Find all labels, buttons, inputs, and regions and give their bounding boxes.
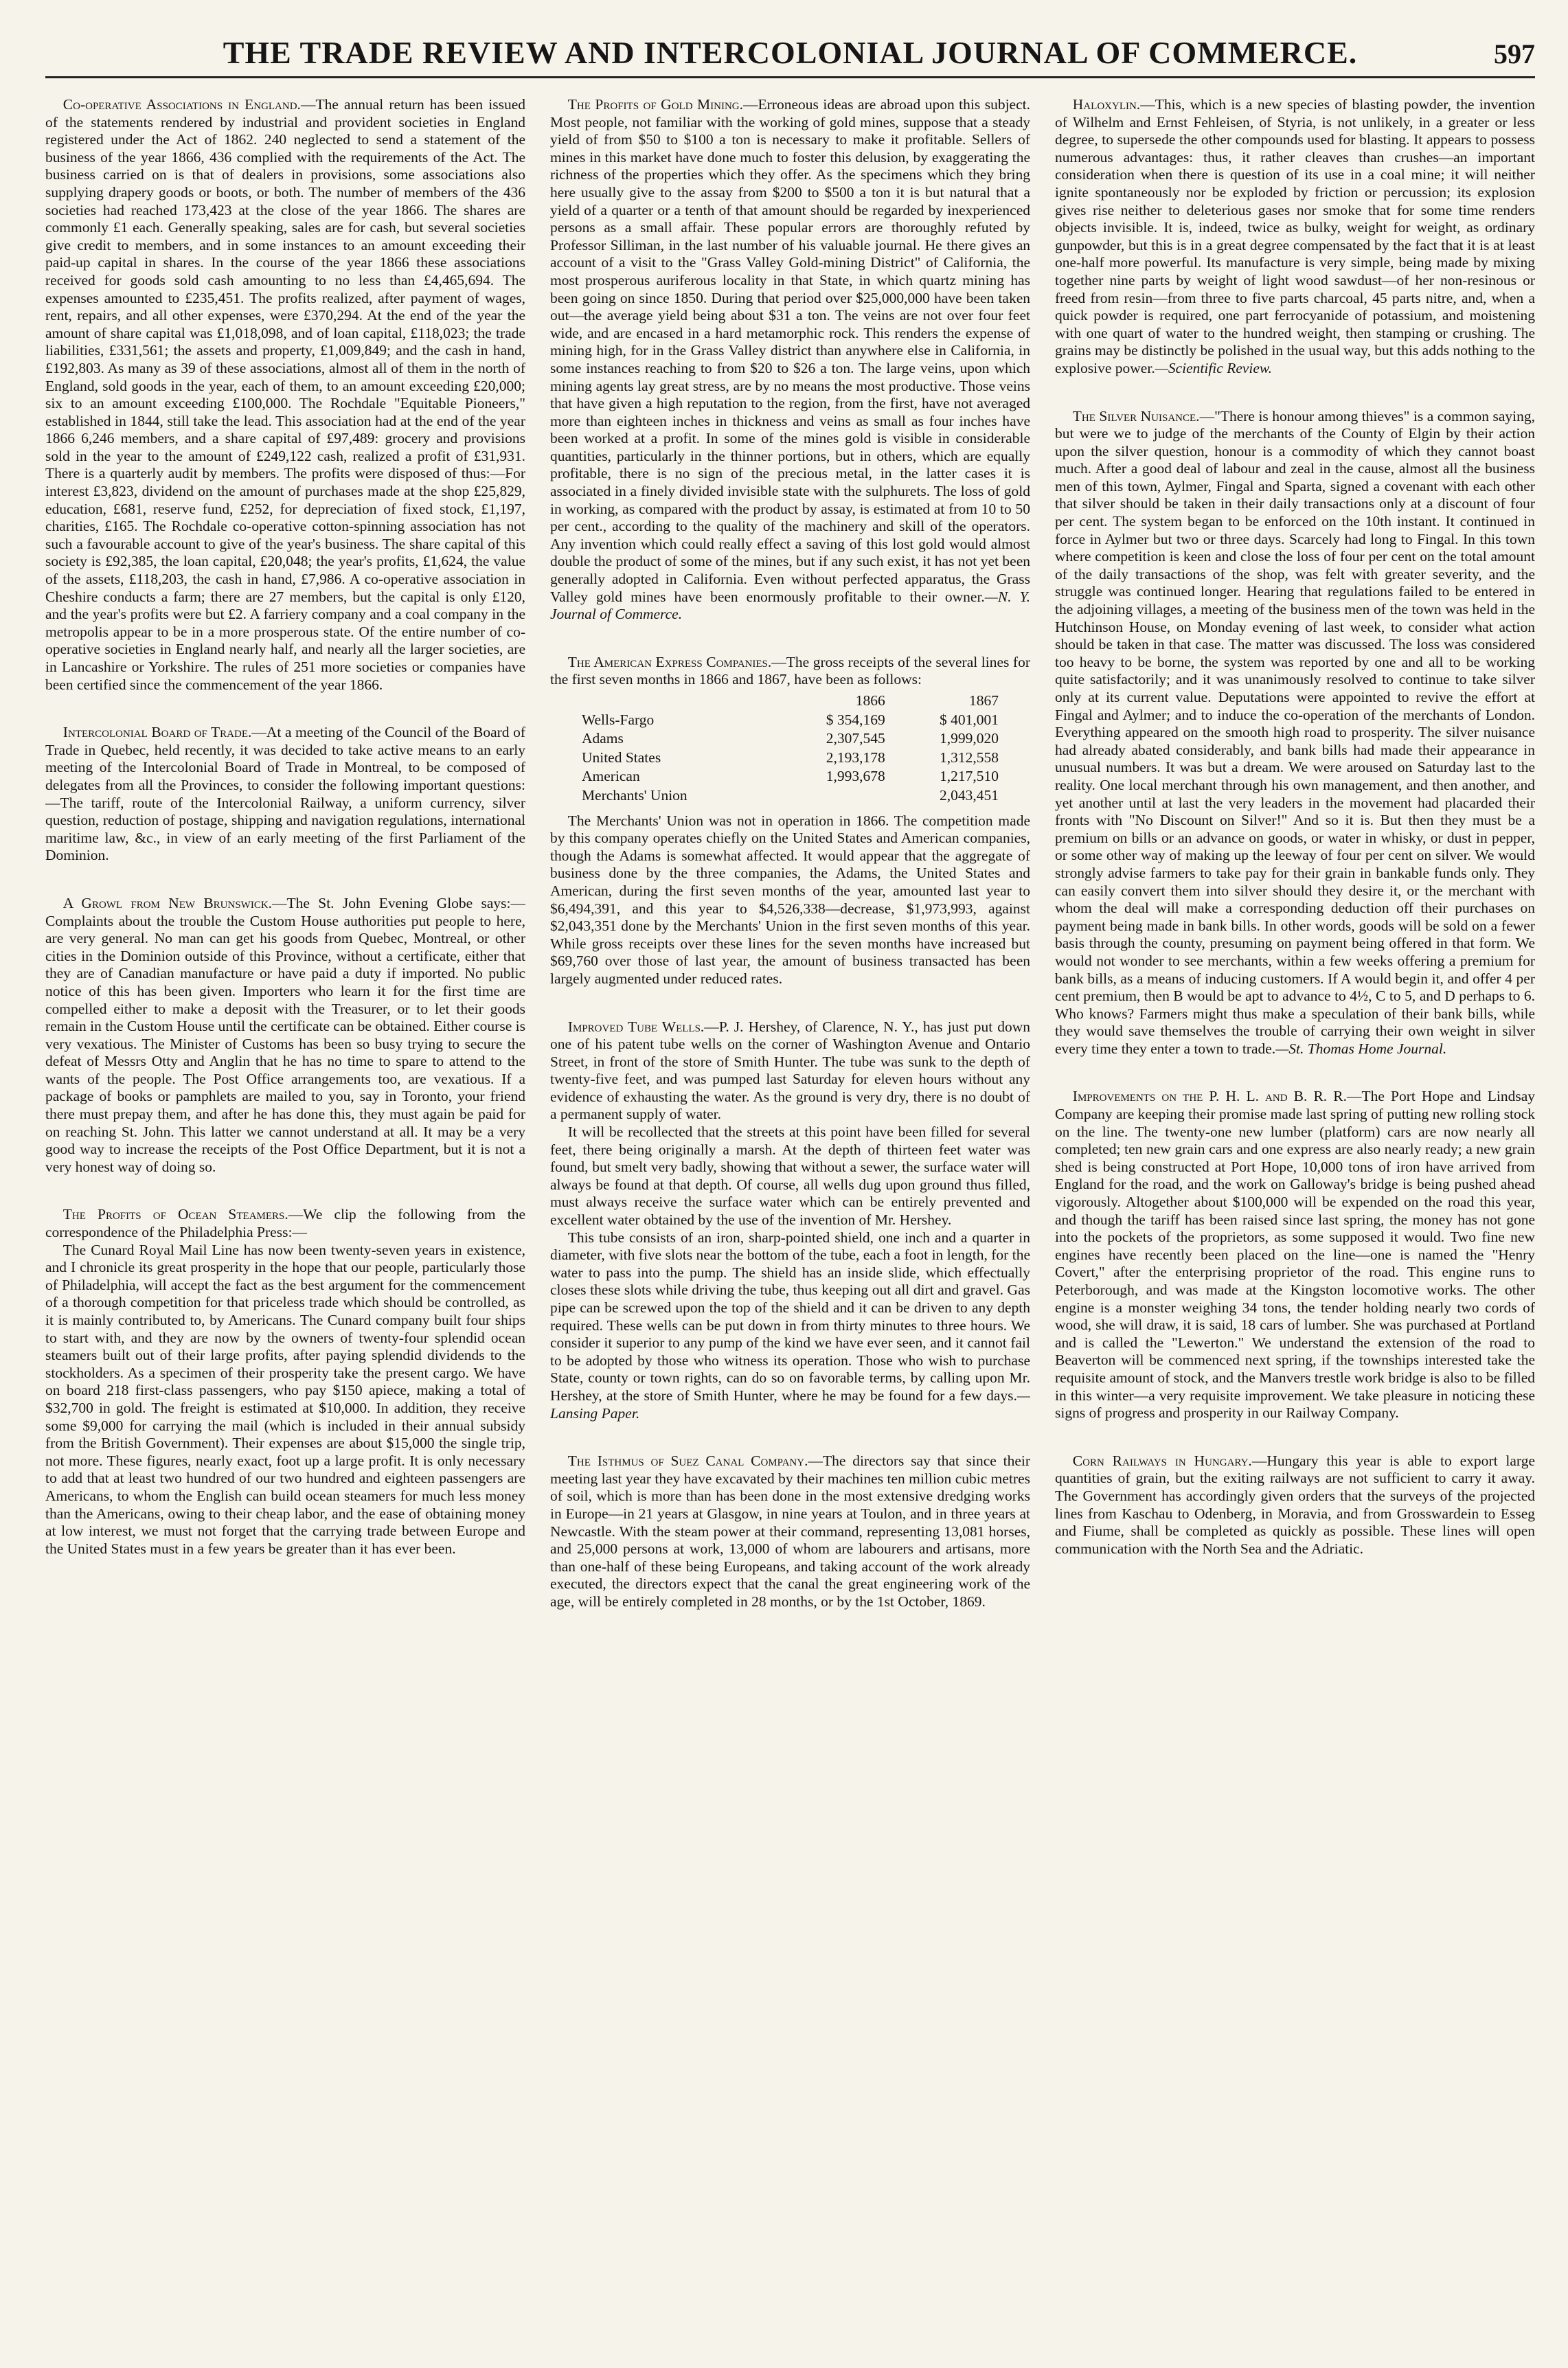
company-name: American — [581, 768, 640, 785]
article-body: —This, which is a new species of blasting powder, the invention of Wilhelm and Ernst Fehleisen, of Styria, is not unlikely, in a greater or less degree, to supersede the other compounds used for blasting. It appears to possess numerous advantages: thus, it rather cleaves than crushes—an important consideration when there is question of its use in a coal mine; it will neither ignite spontaneously nor be exploded by friction or percussion; its explosion gives rise neither to deleterious gases nor smoke that for some time renders objects invisible. It is, indeed, twice as bulky, weight for weight, as ordinary gunpowder, but this is in a great degree compensated by the fact that it is at least one-half more powerful. Its manufacture is very simple, being made by mixing together nine parts by weight of light wood sawdust—of her non-resinous or freed from resin—from three to five parts charcoal, 45 parts nitre, and, when a quick powder is required, one part ferrocyanide of potassium, and moistening with one quart of water to the hundred weight, then stamping or crushing. The grains may be distinctly be polished in the usual way, but this adds nothing to the explosive power. — [1055, 96, 1535, 376]
receipts-1867: 2,043,451 — [940, 786, 999, 804]
article-heading: The American Express Companies. — [567, 653, 772, 670]
article-heading: Improved Tube Wells. — [567, 1018, 705, 1035]
journal-title: THE TRADE REVIEW AND INTERCOLONIAL JOURNAL OF COMMERCE. — [223, 35, 1358, 70]
article-corn-railways-hungary — [1055, 1453, 1535, 1558]
article-heading: The Silver Nuisance. — [1072, 407, 1200, 424]
company-name: Adams — [581, 730, 624, 747]
article-cooperative-associations — [45, 96, 525, 694]
article-silver-nuisance — [1055, 408, 1535, 1058]
company-name: Merchants' Union — [581, 786, 688, 804]
article-body: —The St. John Evening Globe says:—Complaints about the trouble the Custom House authorities put people to here, are very general. No man can get his goods from Quebec, Montreal, or other cities in the Dominion outside of this Province, without a certificate, either that they are of Canadian manufacture or have paid a duty if imported. No public notice of this has been given. Importers who learn it for the first time are compelled either to make a deposit with the Treasurer, or to let their goods remain in the Custom House until the certificate can be obtained. Either course is very vexatious. The Minister of Customs has been so busy trying to secure the defeat of Messrs Otty and Anglin that he has no time to spare to attend to the wants of the people. The Post Office arrangements too, are vexatious. If a package of books or pamphlets are mailed to you, say in Toronto, your friend there must prepay them, and after he has done this, they must again be paid for on reaching St. John. This latter we cannot understand at all. It may be a very good way to increase the receipts of the Post Office Department, but it is not a very honest way of doing so. — [45, 894, 525, 1175]
article-growl-new-brunswick — [45, 895, 525, 1176]
column-1 — [45, 96, 525, 2356]
article-heading: Haloxylin. — [1072, 96, 1141, 113]
article-haloxylin — [1055, 96, 1535, 378]
article-source: —St. Thomas Home Journal. — [1275, 1040, 1447, 1057]
article-body: —P. J. Hershey, of Clarence, N. Y., has just put down one of his patent tube wells on the corner of Washington Avenue and Ontario Street, in front of the store of Smith Hunter. The tube was sunk to the depth of twenty-five feet, and was pumped last Saturday for eleven hours without any evidence of exhausting the water. As the ground is very dry, there is no doubt of a permanent supply of water. — [550, 1018, 1030, 1123]
column-2 — [550, 96, 1030, 2356]
article-heading: The Profits of Gold Mining. — [567, 96, 743, 113]
article-source: —Lansing Paper. — [550, 1387, 1030, 1422]
receipts-1866: 1,993,678 — [826, 768, 885, 785]
article-heading: A Growl from New Brunswick. — [63, 894, 273, 911]
columns — [45, 96, 1535, 2356]
article-body: —Erroneous ideas are abroad upon this subject. Most people, not familiar with the working of gold mines, suppose that a steady yield of from $50 to $100 a ton is necessary to make it profitable. Sellers of mines in this market have done much to foster this delusion, by exaggerating the richness of the properties which they offer. As the specimens which they bring here usually give to the assay from $200 to $500 a ton it is but natural that a yield of a quarter or a tenth of that amount should be regarded by inexperienced persons as a small affair. These popular errors are thoroughly refuted by Professor Silliman, in the last number of his valuable journal. He there gives an account of a visit to the "Grass Valley Gold-mining District" of California, the most prosperous auriferous locality in that State, in which quartz mining has been going on since 1850. During that period over $25,000,000 have been taken out—the average yield being about $31 a ton. The veins are not over four feet wide, and are encased in a hard metamorphic rock. This renders the expense of mining high, for in the Grass Valley district than anywhere else in California, in some instances reaching to from $20 to $26 a ton. The large veins, upon which mining agents lay great stress, are by no means the most productive. Those veins that have given a high reputation to the region, from the first, have not averaged more than eighteen inches in thickness and veins as small as four inches have been worked at a profit. In some of the mines gold is visible in considerable quantities, particularly in the thinner portions, but in others, which are equally profitable, there is no sign of the precious metal, in the latter cases it is associated in a finely divided invisible state with the sulphurets. The loss of gold in working, as compared with the product by assay, is estimated at from 10 to 50 per cent., according to the quality of the machinery and skill of the operators. Any invention which could really effect a saving of this lost gold would almost double the product of some of the mines, but if any such exist, it has not yet been generally adopted in California. Even without perfected apparatus, the Grass Valley gold mines have been enormously profitable to their owner. — [550, 96, 1030, 605]
article-intro: —We clip the following from the correspondence of the Philadelphia Press:— — [45, 1206, 525, 1241]
article-gold-mining — [550, 96, 1030, 624]
article-railway-improvements — [1055, 1088, 1535, 1422]
article-heading: Corn Railways in Hungary. — [1072, 1452, 1252, 1469]
table-row — [579, 711, 1001, 730]
table-header-row — [579, 692, 1001, 711]
article-suez-canal — [550, 1453, 1030, 1610]
article-body: —The directors say that since their meeting last year they have excavated by their machines ten million cubic metres of soil, which is more than has been done in the most extensive dredging works in Europe—in 21 years at Glasgow, in nine years at Toulon, and in three years at Newcastle. With the steam power at their command, representing 13,081 horses, and 25,000 persons at work, 13,000 of whom are labourers and artisans, more than one-half of these being Europeans, and taking account of the work already executed, the directors expect that the canal the great engineering work of the age, will be entirely completed in 28 months, or by the 1st October, 1869. — [550, 1453, 1030, 1610]
table-cell — [579, 692, 774, 711]
article-body: The Cunard Royal Mail Line has now been twenty-seven years in existence, and I chronicle its great prosperity in the hope that our people, particularly those of Philadelphia, will accept the fact as the best argument for the commencement of a thorough competition for that priceless trade which should be controlled, as it is mainly contributed to, by Americans. The Cunard company built four ships to start with, and they are now by the owners of twenty-four splendid ocean steamers built out of their large profits, after paying splendid dividends to the stockholders. As a specimen of their prosperity take the present cargo. We have on board 218 first-class passengers, who pay $150 apiece, making a total of $32,700 in gold. The freight is estimated at $10,000. In addition, they receive some $9,000 for carrying the mail (which is included in their annual subsidy from the British Government). Their expenses are about $15,000 the single trip, not more. These figures, nearly exact, foot up a large profit. It is only necessary to add that at least two hundred of our two hundred and eighteen passengers are Americans, to whom the English can build ocean steamers for much less money than the Americans, owing to their cheap labor, and the ease of obtaining money at low interest, we must not forget that the carrying trade between Europe and the United States must in a few years be greater than it has ever been. — [45, 1241, 525, 1557]
table-row — [579, 786, 1001, 806]
receipts-1866: 2,193,178 — [826, 749, 885, 766]
receipts-1866: $ 354,169 — [826, 711, 885, 728]
article-source: —N. Y. Journal of Commerce. — [550, 588, 1030, 623]
article-tube-wells — [550, 1018, 1030, 1423]
article-body: —At a meeting of the Council of the Board of Trade in Quebec, held recently, it was decided to take active means to an early meeting of the Intercolonial Board of Trade in Montreal, to be composed of delegates from all the Provinces, to consider the following important questions:—The tariff, route of the Intercolonial Railway, a uniform currency, silver question, reduction of postage, shipping and navigation regulations, international maritime law, &c., in view of an early meeting of the first Parliament of the Dominion. — [45, 724, 525, 864]
receipts-1867: 1,217,510 — [940, 768, 999, 785]
article-intercolonial-board — [45, 724, 525, 865]
company-name: Wells-Fargo — [581, 711, 655, 728]
article-heading: Co-operative Associations in England. — [63, 96, 301, 113]
table-year-header: 1867 — [969, 692, 999, 709]
article-body: The Merchants' Union was not in operation in 1866. The competition made by this company operates chiefly on the United States and American companies, though the Adams is somewhat affected. It would appear that the aggregate of business done by the three companies, the Adams, the United States and American, during the first seven months of the year, amounted last year to $6,494,391, and this year to $4,526,338—decrease, $1,973,993, against $2,043,351 done by the Merchants' Union in the first seven months of this year. While gross receipts over these lines for the seven months have increased but $69,760 over those of last year, the amount of business transacted has been largely augmented under reduced rates. — [550, 812, 1030, 987]
table-year-header: 1866 — [855, 692, 885, 709]
table-row — [579, 767, 1001, 786]
receipts-1866 — [774, 786, 887, 806]
company-name: United States — [581, 749, 661, 766]
column-3 — [1055, 96, 1535, 2356]
express-receipts-table — [579, 692, 1001, 806]
table-row — [579, 749, 1001, 768]
article-body-2: It will be recollected that the streets at this point have been filled for several feet, there being originally a marsh. At the depth of thirteen feet water was found, but smelt very badly, showing that without a sewer, the surface water will always be found at that depth. Of course, all wells dug upon ground thus filled, must always receive the surface water which can be entirely prevented and excellent water obtained by the use of the invention of Mr. Hershey. — [550, 1124, 1030, 1229]
receipts-1867: 1,999,020 — [940, 730, 999, 747]
page-number: 597 — [1494, 38, 1535, 69]
receipts-1867: 1,312,558 — [940, 749, 999, 766]
table-row — [579, 729, 1001, 749]
article-heading: The Isthmus of Suez Canal Company. — [567, 1453, 808, 1470]
article-heading: The Profits of Ocean Steamers. — [63, 1206, 288, 1223]
article-express-companies — [550, 654, 1030, 988]
article-body: —The Port Hope and Lindsay Company are keeping their promise made last spring of putting new rolling stock on the line. The twenty-one new lumber (platform) cars are now nearly all completed; ten new grain cars and one express are also nearly ready; a new grain shed is being constructed at Port Hope, 10,000 tons of iron have arrived from England for the road, and the work on Galloway's bridge is being pushed ahead vigorously. Altogether about $100,000 will be expended on the road this year, and though the tariff has been raised since last spring, the money has not gone into the pockets of the proprietors, as some supposed it would. Two fine new engines have recently been placed on the line—one is named the "Henry Covert," after the enterprising proprietor of the road. This engine runs to Peterborough, and was made at the Kingston locomotive works. The other engine is a monster weighing 34 tons, the tender holding nearly two cords of wood, she will draw, it is said, 18 cars of lumber. She was purchased at Portland and is called the "Lewerton." We understand the extension of the road to Beaverton will be commenced next spring, if the townships interested take the requisite amount of stock, and the Manvers trestle work bridge is also to be filled in this winter—a very requisite improvement. We take pleasure in noticing these signs of progress and prosperity in our Railway Company. — [1055, 1088, 1535, 1422]
article-heading: Improvements on the P. H. L. and B. R. R. — [1072, 1088, 1347, 1105]
receipts-1866: 2,307,545 — [826, 730, 885, 747]
article-body: —Hungary this year is able to export large quantities of grain, but the exiting railways are not sufficient to carry it away. The Government has accordingly given orders that the surveys of the projected lines from Kaschau to Odenberg, in Moravia, and from Grosswardein to Esseg and Fiume, shall be completed as quickly as possible. These lines will open communication with the North Sea and the Adriatic. — [1055, 1452, 1535, 1557]
article-body: —"There is honour among thieves" is a common saying, but were we to judge of the merchants of the County of Elgin by their action upon the silver question, honour is a commodity of which they cannot boast much. After a good deal of labour and zeal in the cause, almost all the business men of this town, Aylmer, Fingal and Sparta, signed a covenant with each other that silver should be taken in their daily transactions only at a discount of four per cent. The system began to be enforced on the 10th instant. It continued in force in Aylmer but two or three days. Scarcely had long to Fingal. In this town where competition is keen and close the loss of four per cent on the total amount of the daily transactions of the shop, was felt with greater severity, and the struggle was continued longer. Hearing that regulations failed to be entered in the adjoining villages, a meeting of the business men of the town was held in the Hutchinson House, on Monday evening of last week, to consider what action should be taken in that case. The matter was discussed. The loss was considered too heavy to be borne, the system was reported by one and all to be working quite satisfactorily; and it was unanimously resolved to continue to take silver only at its current value. Deputations were appointed to revive the effort at Fingal and Aylmer; and to induce the co-operation of the merchants of London. Everything appeared on the smooth high road to prosperity. The silver nuisance had already abated considerably, and bank bills had made their appearance in unusual numbers. It was but a dream. We were aroused on Saturday last to the reality. One local merchant through his own management, and then another, and yet another until at last the very leaders in the movement had placarded their fronts with "No Discount on Silver!" And so it is. But then they must be a premium on bills or an advance on goods, or water in whisky, or dust in pepper, or some other way of making up the leeway of four per cent on silver. We would strongly advise farmers to take pay for their grain in bankable funds only. They can easily convert them into silver should they desire it, or the merchant with whom the deal will make a corresponding deduction off their purchases on payment being made in bank bills. In other words, goods will be sold on a fewer basis through the county, presuming on payment being offered in that form. We would not wonder to see merchants, within a few weeks offering a premium for bank bills, as a means of inducing customers. If A would begin it, and offer 4 per cent premium, then B would be apt to advance to 4½, C to 5, and D perhaps to 6. Who knows? Farmers might thus make a speculation of their bank bills, while they would save themselves the trouble of carrying their own weight in silver every time they enter a town to trade. — [1055, 407, 1535, 1057]
article-heading: Intercolonial Board of Trade. — [63, 724, 252, 741]
receipts-1867: $ 401,001 — [940, 711, 999, 728]
page-header — [45, 34, 1535, 78]
article-intro: —The gross receipts of the several lines for the first seven months in 1866 and 1867, have been as follows: — [550, 653, 1030, 688]
article-body-3: This tube consists of an iron, sharp-pointed shield, one inch and a quarter in diameter, with five slots near the bottom of the tube, each a foot in length, for the water to pass into the pump. The shield has an inside slide, which effectually closes these slots while driving the tube, thus keeping out all dirt and gravel. Gas pipe can be screwed upon the top of the shield and it can be driven to any depth required. These wells can be put down in from thirty minutes to three hours. We consider it superior to any pump of the kind we have ever seen, and it cannot fail to be adopted by those who witness its operation. Those who wish to purchase State, county or town rights, can do so on favorable terms, by calling upon Mr. Hershey, at the store of Smith Hunter, where he may be found for a few days. — [550, 1229, 1030, 1404]
article-ocean-steamers — [45, 1206, 525, 1558]
article-body: —The annual return has been issued of the statements rendered by industrial and provident societies in England registered under the Act of 1862. 240 neglected to send a statement of the business of the year 1866, 436 complied with the requirements of the Act. The business carried on is that of dealers in provisions, some associations also supplying drapery goods or boots, or both. The number of members of the 436 societies had reached 173,423 at the close of the year 1866. The shares are commonly £1 each. Generally speaking, sales are for cash, but several societies give credit to members, and in some instances to an amount exceeding their paid-up capital in shares. In the course of the year 1866 these associations received for goods sold cash amounting to no less than £4,465,694. The expenses amounted to £235,451. The profits realized, after payment of wages, rent, repairs, and all other expenses, were £370,294. At the end of the year the amount of share capital was £1,018,098, and of loan capital, £118,023; the trade liabilities, £331,561; the assets and property, £1,009,849; and the cash in hand, £192,803. As many as 39 of these associations, almost all of them in the north of England, sold goods in the year, each of them, to an amount exceeding £20,000; six to an amount exceeding £100,000. The Rochdale "Equitable Pioneers," established in 1844, still take the lead. This association had at the end of the year 1866 6,246 members, and a share capital of £97,489: grocery and provisions sold in the year to the amount of £249,122 cash, realized a profit of £31,931. There is a quarterly audit by members. The profits were disposed of thus:—For interest £3,823, dividend on the amount of purchases made at the shop £25,829, education, £681, reserve fund, £252, for depreciation of fixed stock, £1,197, charities, £165. The Rochdale co-operative cotton-spinning association has not such a favourable account to give of the year's business. The share capital of this society is £92,385, the loan capital, £20,048; the year's profits, £1,624, the value of the assets, £118,203, the cash in hand, £7,986. A co-operative association in Cheshire conducts a farm; there are 27 members, but the capital is only £120, and the year's profits were but £2. A farriery company and a coal company in the metropolis appear to be in a more prosperous state. Of the entire number of co-operative societies in England nearly half, and nearly all the larger societies, are in Lancashire or Yorkshire. The rules of 251 more societies or companies have been certified since the commencement of the year 1866. — [45, 96, 525, 693]
article-source: —Scientific Review. — [1155, 359, 1273, 376]
